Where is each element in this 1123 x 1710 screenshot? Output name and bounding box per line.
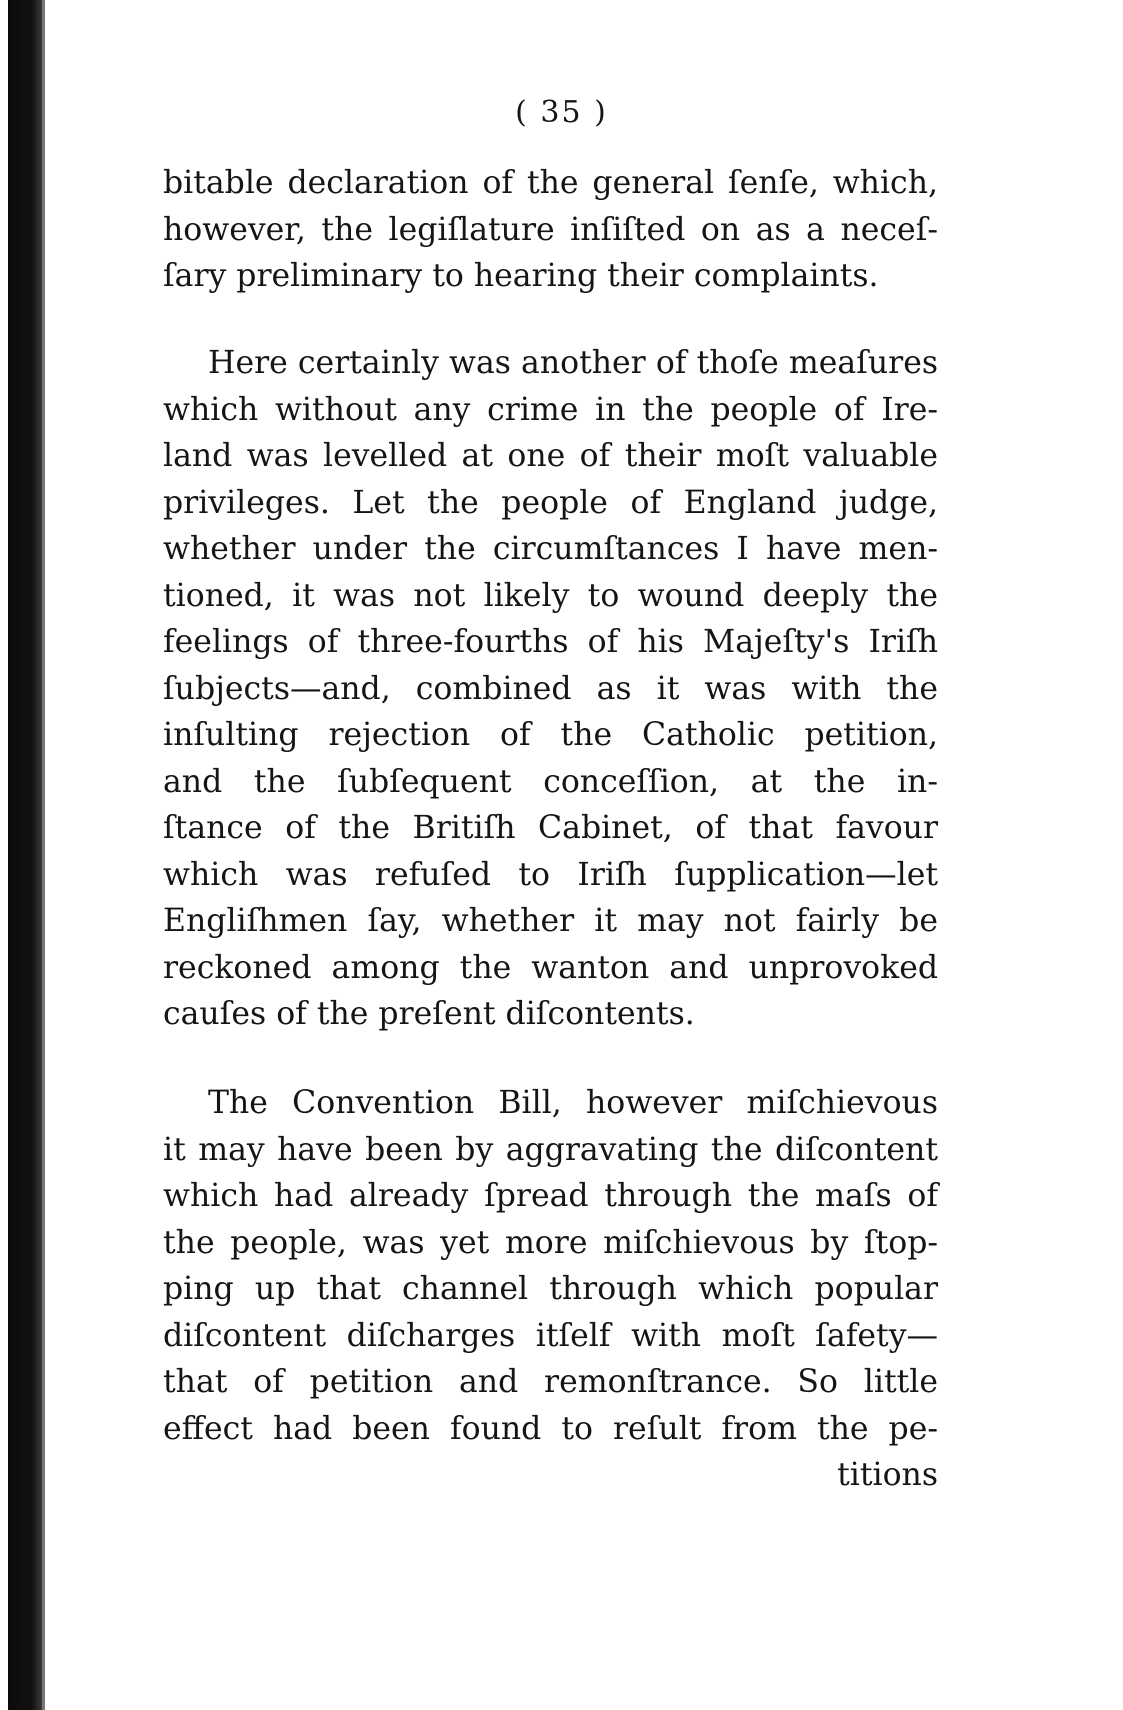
text-line: effect had been found to reſult from the pe- [163, 1410, 938, 1447]
text-line: which was refuſed to Iriſh ſupplication—let [163, 856, 938, 893]
text-line: ſubjects—and, combined as it was with the [163, 670, 938, 707]
paragraph-1 [163, 160, 938, 300]
text-line: land was levelled at one of their moſt valuable [163, 438, 938, 474]
text-line: however, the legiſlature inſiſted on as a neceſ- [163, 211, 938, 248]
text-line: The Convention Bill, however miſchievous [208, 1085, 938, 1121]
text-line: and the ſubſequent conceſſion, at the in- [163, 763, 938, 800]
text-line: tioned, it was not likely to wound deeply the [163, 577, 938, 614]
binding-edge [8, 0, 42, 1710]
text-line: bitable declaration of the general ſenſe, which, [163, 165, 938, 201]
text-line: that of petition and remonſtrance. So little [163, 1364, 938, 1400]
text-line: whether under the circumſtances I have men- [163, 531, 938, 567]
text-line: diſcontent diſcharges itſelf with moſt ſafety— [163, 1317, 938, 1354]
text-line: ſary preliminary to hearing their complaints. [163, 258, 879, 294]
paragraph-2 [163, 340, 938, 1038]
text-line: Engliſhmen ſay, whether it may not fairly be [163, 903, 938, 939]
text-line: ping up that channel through which popular [163, 1271, 938, 1307]
page-number: ( 35 ) [515, 95, 608, 130]
text-line: inſulting rejection of the Catholic petition, [163, 717, 938, 753]
catchword: titions [837, 1457, 938, 1493]
text-line: privileges. Let the people of England judge, [163, 484, 938, 521]
text-line: feelings of three-fourths of his Majeſty's Iriſh [163, 624, 938, 660]
text-line: reckoned among the wanton and unprovoked [163, 949, 938, 986]
text-line: which had already ſpread through the maſs of [163, 1178, 938, 1214]
text-line: Here certainly was another of thoſe meaſures [208, 345, 938, 381]
text-line: the people, was yet more miſchievous by ſtop- [163, 1224, 938, 1261]
text-line: it may have been by aggravating the diſcontent [163, 1131, 938, 1168]
text-line: ſtance of the Britiſh Cabinet, of that favour [163, 810, 938, 846]
text-line: which without any crime in the people of Ire- [163, 391, 938, 428]
paragraph-3 [163, 1080, 938, 1499]
text-line: cauſes of the preſent diſcontents. [163, 996, 695, 1032]
